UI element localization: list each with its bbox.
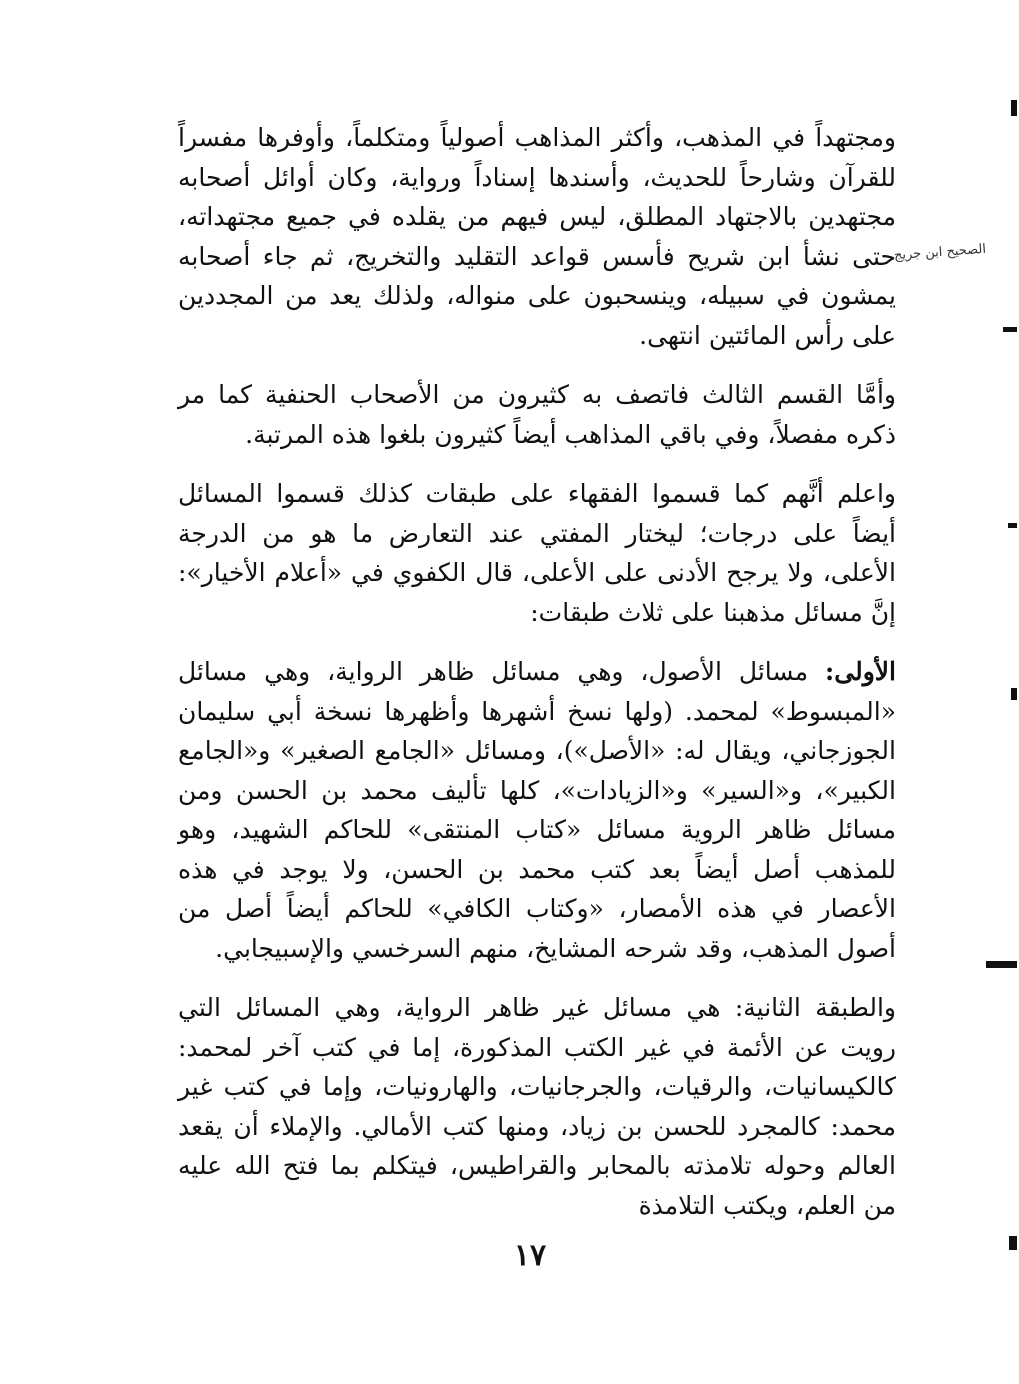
page-number: ١٧ bbox=[513, 1238, 547, 1273]
scan-mark-1 bbox=[1011, 100, 1017, 116]
handwritten-margin-note: الصحيح ابن جريج bbox=[893, 241, 987, 264]
paragraph-2 bbox=[178, 375, 896, 454]
paragraph-3-text: واعلم أنَّهم كما قسموا الفقهاء على طبقات كذلك قسموا المسائل أيضاً على درجات؛ ليختار المفتي عند التعارض ما هو من الدرجة الأعلى، ولا يرجح الأدنى على الأعلى، قال الكفوي في «أعلام الأخيار»: إنَّ مسائل مذهبنا على ثلاث طبقات: bbox=[178, 479, 896, 627]
scan-mark-3 bbox=[1008, 523, 1017, 528]
scan-mark-5 bbox=[986, 961, 1017, 968]
paragraph-1-text: ومجتهداً في المذهب، وأكثر المذاهب أصولياً ومتكلماً، وأوفرها مفسراً للقرآن وشارحاً للحديث، وأسندها إسناداً ورواية، وكان أوائل أصحابه مجتهدين بالاجتهاد المطلق، ليس فيهم من يقلده في جميع مجتهداته، حتى نشأ ابن شريح فأسس قواعد التقليد والتخريج، ثم جاء أصحابه يمشون في سبيله، وينسحبون على منواله، ولذلك يعد من المجددين على رأس المائتين انتهى. bbox=[178, 123, 896, 350]
paragraph-4-text: مسائل الأصول، وهي مسائل ظاهر الرواية، وهي مسائل «المبسوط» لمحمد. (ولها نسخ أشهرها وأظهرها نسخة أبي سليمان الجوزجاني، ويقال له: «الأصل»)، ومسائل «الجامع الصغير» و«الجامع الكبير»، و«السير» و«الزيادات»، كلها تأليف محمد بن الحسن ومن مسائل ظاهر الروية مسائل «كتاب المنتقى» للحاكم الشهيد، وهو للمذهب أصل أيضاً بعد كتب محمد بن الحسن، ولا يوجد في هذه الأعصار في هذه الأمصار، «وكتاب الكافي» للحاكم أيضاً أصل من أصول المذهب، وقد شرحه المشايخ، منهم السرخسي والإسبيجابي. bbox=[178, 657, 896, 963]
scan-mark-6 bbox=[1009, 1236, 1017, 1250]
paragraph-3 bbox=[178, 474, 896, 632]
paragraph-5 bbox=[178, 988, 896, 1225]
paragraph-5-text: والطبقة الثانية: هي مسائل غير ظاهر الرواية، وهي المسائل التي رويت عن الأئمة في غير الكتب المذكورة، إما في كتب آخر لمحمد: كالكيسانيات، والرقيات، والجرجانيات، والهارونيات، وإما في كتب غير محمد: كالمجرد للحسن بن زياد، ومنها كتب الأمالي. والإملاء أن يقعد العالم وحوله تلامذته بالمحابر والقراطيس، فيتكلم بما فتح الله عليه من العلم، ويكتب التلامذة bbox=[178, 993, 896, 1220]
paragraph-4 bbox=[178, 652, 896, 968]
scan-mark-2 bbox=[1003, 327, 1017, 332]
paragraph-4-lead: الأولى: bbox=[825, 657, 896, 686]
paragraph-2-text: وأمَّا القسم الثالث فاتصف به كثيرون من الأصحاب الحنفية كما مر ذكره مفصلاً، وفي باقي المذاهب أيضاً كثيرون بلغوا هذه المرتبة. bbox=[178, 380, 896, 449]
main-text bbox=[178, 118, 896, 1225]
scan-mark-4 bbox=[1011, 688, 1017, 700]
paragraph-1 bbox=[178, 118, 896, 355]
